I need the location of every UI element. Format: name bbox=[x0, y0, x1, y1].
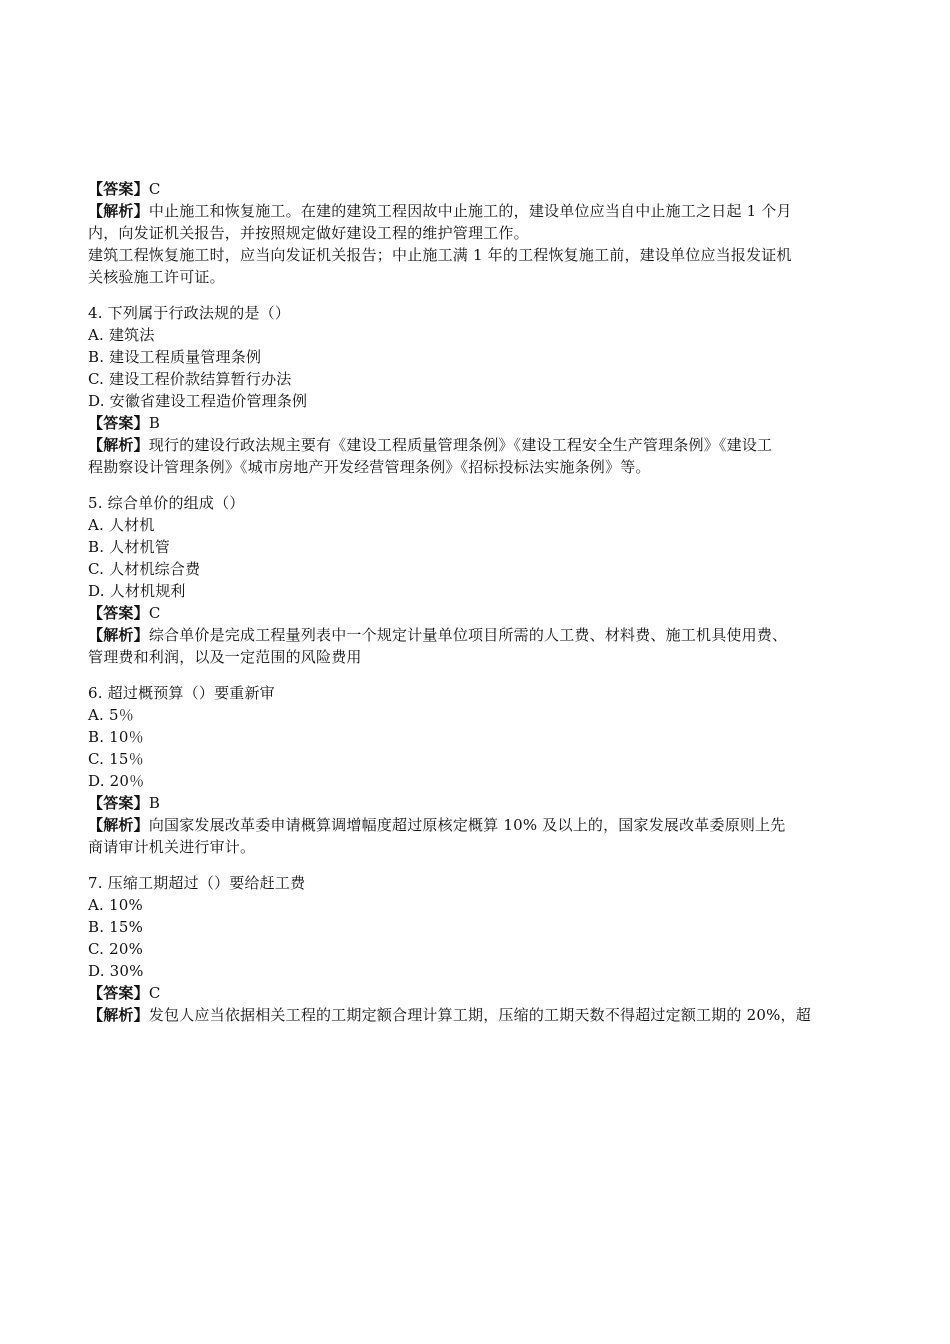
answer-tag: 【答案】 bbox=[88, 414, 149, 432]
q4-option-c: C. 建设工程价款结算暂行办法 bbox=[88, 370, 292, 388]
answer-tag: 【答案】 bbox=[88, 604, 149, 622]
analysis-tag: 【解析】 bbox=[88, 1006, 149, 1024]
q6-analysis-line-2: 商请审计机关进行审计。 bbox=[88, 838, 256, 856]
q5-option-d: D. 人材机规利 bbox=[88, 582, 186, 600]
q7-question: 7. 压缩工期超过（）要给赶工费 bbox=[88, 874, 306, 892]
analysis-tag: 【解析】 bbox=[88, 436, 149, 454]
q7-analysis-line-1: 【解析】发包人应当依据相关工程的工期定额合理计算工期，压缩的工期天数不得超过定额工期的 20%，超 bbox=[88, 1006, 811, 1024]
q5-option-a: A. 人材机 bbox=[88, 516, 155, 534]
q6-question: 6. 超过概预算（）要重新审 bbox=[88, 684, 275, 702]
q4-option-b: B. 建设工程质量管理条例 bbox=[88, 348, 262, 366]
q6-option-a: A. 5％ bbox=[88, 706, 134, 724]
q7-option-a: A. 10% bbox=[88, 896, 143, 914]
q6-answer-line bbox=[88, 792, 878, 814]
q3-answer: C bbox=[148, 180, 161, 198]
q5-option-c: C. 人材机综合费 bbox=[88, 560, 201, 578]
q6-option-d: D. 20％ bbox=[88, 772, 145, 790]
q5-answer-line bbox=[88, 602, 878, 624]
q7-option-b: B. 15% bbox=[88, 918, 144, 936]
q6-option-b: B. 10％ bbox=[88, 728, 144, 746]
q4-question: 4. 下列属于行政法规的是（） bbox=[88, 304, 291, 322]
analysis-tag: 【解析】 bbox=[88, 202, 149, 220]
q3-analysis-line-1: 【解析】中止施工和恢复施工。在建的建筑工程因故中止施工的，建设单位应当自中止施工之日起 1 个月 bbox=[88, 202, 792, 220]
q6-answer: B bbox=[148, 794, 161, 812]
analysis-tag: 【解析】 bbox=[88, 626, 149, 644]
answer-tag: 【答案】 bbox=[88, 984, 149, 1002]
q3-analysis-line-2: 内，向发证机关报告，并按照规定做好建设工程的维护管理工作。 bbox=[88, 224, 529, 242]
q4-option-d: D. 安徽省建设工程造价管理条例 bbox=[88, 392, 308, 410]
q3-analysis-line-4: 关核验施工许可证。 bbox=[88, 268, 225, 286]
q7-option-d: D. 30% bbox=[88, 962, 144, 980]
answer-tag: 【答案】 bbox=[88, 180, 149, 198]
q3-answer-line bbox=[88, 178, 878, 200]
q6-option-c: C. 15％ bbox=[88, 750, 144, 768]
q5-question: 5. 综合单价的组成（） bbox=[88, 494, 245, 512]
q5-answer: C bbox=[148, 604, 161, 622]
q7-option-c: C. 20% bbox=[88, 940, 144, 958]
q4-answer: B bbox=[148, 414, 161, 432]
q5-analysis-line-1: 【解析】综合单价是完成工程量列表中一个规定计量单位项目所需的人工费、材料费、施工机具使用费、 bbox=[88, 626, 788, 644]
q4-option-a: A. 建筑法 bbox=[88, 326, 155, 344]
q3-analysis-line-3: 建筑工程恢复施工时，应当向发证机关报告；中止施工满 1 年的工程恢复施工前，建设单位应当报发证机 bbox=[88, 246, 792, 264]
q6-analysis-line-1: 【解析】向国家发展改革委申请概算调增幅度超过原核定概算 10% 及以上的，国家发展改革委原则上先 bbox=[88, 816, 786, 834]
page-content bbox=[88, 178, 878, 1026]
q4-answer-line bbox=[88, 412, 878, 434]
q5-analysis-line-2: 管理费和利润，以及一定范围的风险费用 bbox=[88, 648, 362, 666]
q7-answer-line bbox=[88, 982, 878, 1004]
q7-answer: C bbox=[148, 984, 161, 1002]
q4-analysis-line-2: 程勘察设计管理条例》《城市房地产开发经营管理条例》《招标投标法实施条例》等。 bbox=[88, 458, 651, 476]
q4-analysis-line-1: 【解析】现行的建设行政法规主要有《建设工程质量管理条例》《建设工程安全生产管理条例》《建设工 bbox=[88, 436, 773, 454]
answer-tag: 【答案】 bbox=[88, 794, 149, 812]
q5-option-b: B. 人材机管 bbox=[88, 538, 170, 556]
analysis-tag: 【解析】 bbox=[88, 816, 149, 834]
